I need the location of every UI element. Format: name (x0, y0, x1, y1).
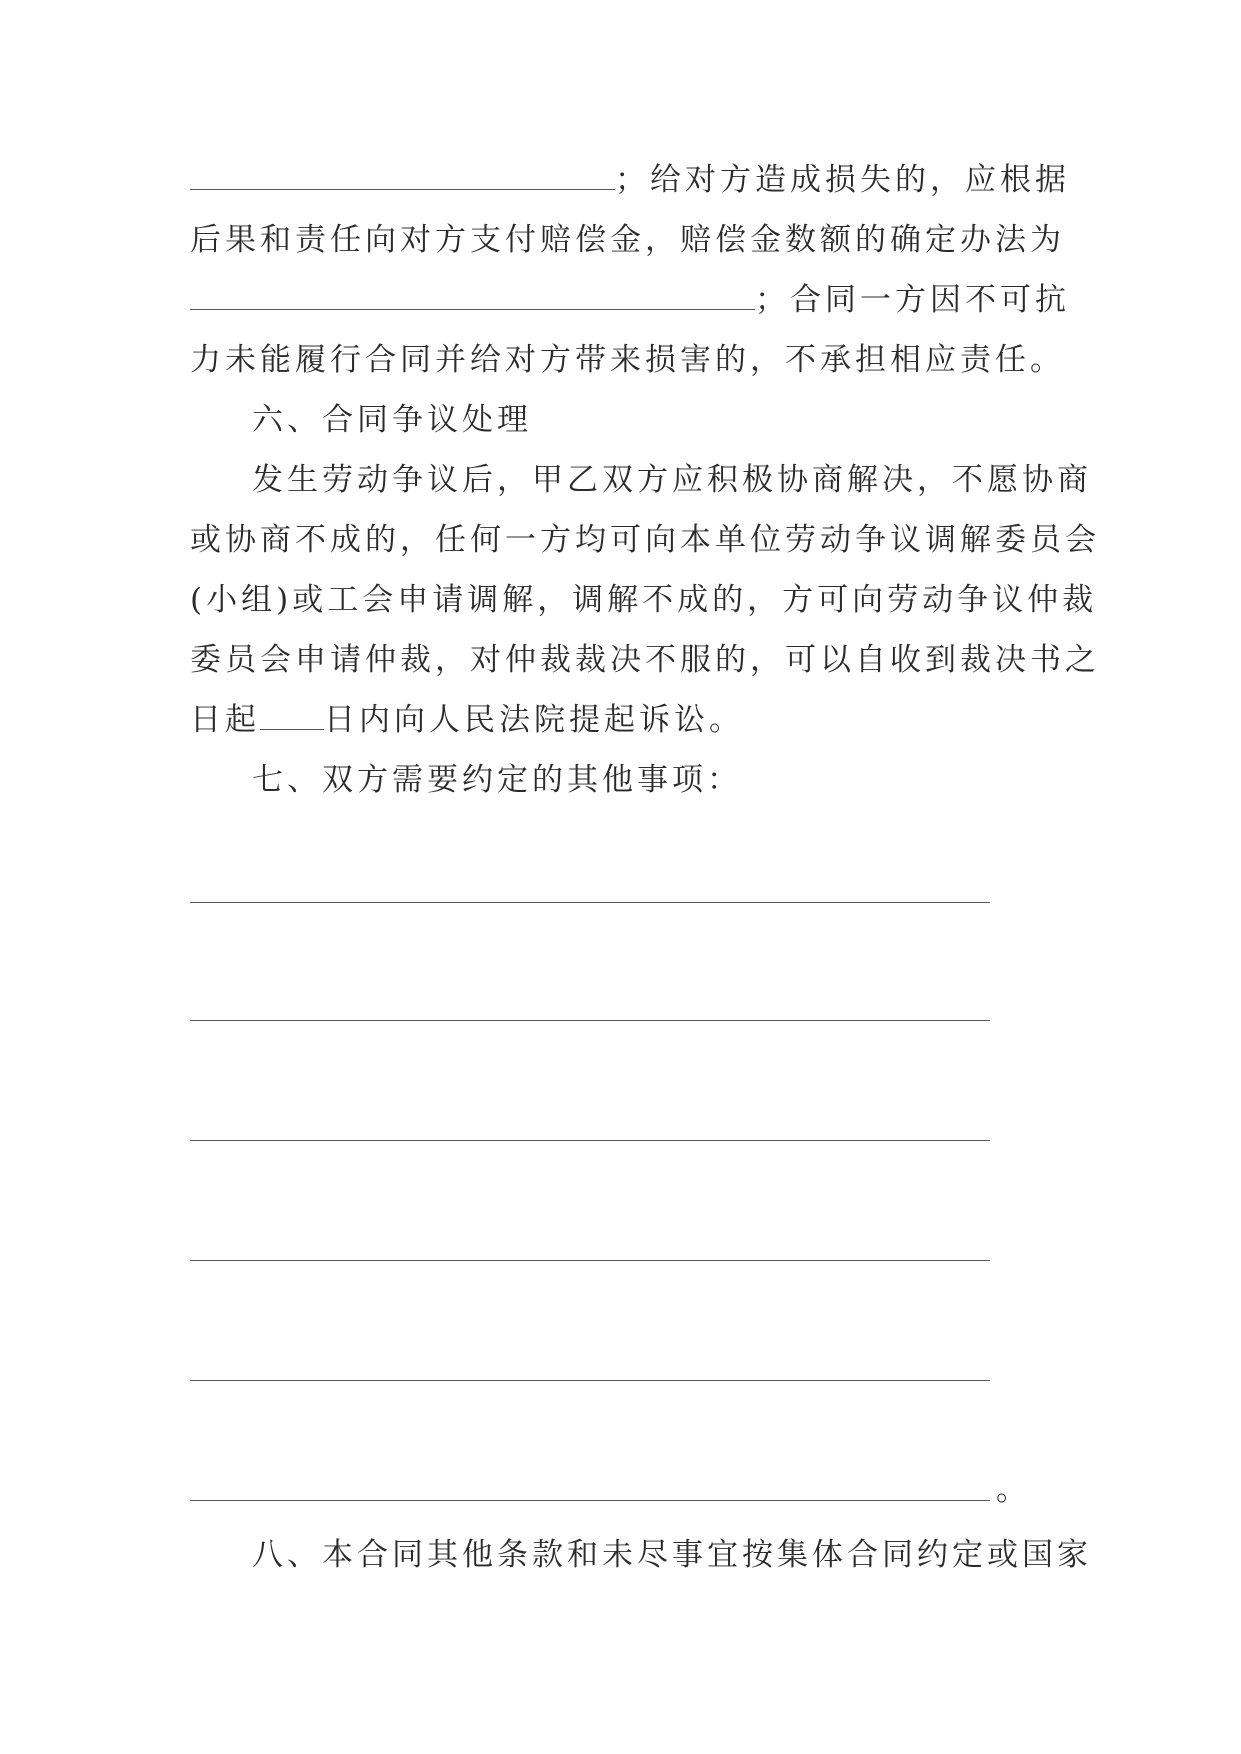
text-line-3 (190, 270, 1070, 330)
section-6-para-line-4 (190, 630, 1100, 690)
text-line-4 (190, 330, 1065, 390)
end-period: 。 (996, 1472, 1027, 1508)
section-6-para-line-5 (190, 690, 1060, 750)
fill-line-2[interactable] (190, 1020, 990, 1021)
section-7-heading-text: 七、双方需要约定的其他事项： (252, 762, 742, 798)
section-7-heading (252, 750, 1122, 810)
section-6-para-line-2 (190, 510, 1100, 570)
blank-field-2[interactable] (190, 271, 755, 310)
text-line-1 (190, 150, 1070, 210)
section-6-para-line-5-after: 日内向人民法院提起诉讼。 (324, 702, 744, 738)
section-6-para-line-2-text: 或协商不成的，任何一方均可向本单位劳动争议调解委员会 (190, 522, 1100, 558)
text-line-3-content: ；合同一方因不可抗 (755, 282, 1070, 318)
fill-line-4[interactable] (190, 1260, 990, 1261)
fill-line-1[interactable] (190, 902, 990, 903)
section-8-line-1 (252, 1525, 1092, 1585)
text-line-2 (190, 210, 1065, 270)
section-8-line-1-text: 八、本合同其他条款和未尽事宜按集体合同约定或国家 (252, 1537, 1092, 1573)
section-6-para-line-3-text: (小组)或工会申请调解，调解不成的，方可向劳动争议仲裁 (190, 582, 1098, 618)
fill-line-6[interactable] (190, 1500, 990, 1501)
section-6-heading-text: 六、合同争议处理 (252, 402, 532, 438)
section-6-para-line-1 (252, 450, 1092, 510)
days-blank-field[interactable] (260, 691, 324, 730)
text-line-1-content: ；给对方造成损失的，应根据 (615, 162, 1070, 198)
section-6-para-line-4-text: 委员会申请仲裁，对仲裁裁决不服的，可以自收到裁决书之 (190, 642, 1100, 678)
section-6-heading (252, 390, 1122, 450)
section-6-para-line-3 (190, 570, 1098, 630)
text-line-2-content: 后果和责任向对方支付赔偿金，赔偿金数额的确定办法为 (190, 222, 1065, 258)
fill-line-3[interactable] (190, 1140, 990, 1141)
section-6-para-line-5-before: 日起 (190, 702, 260, 738)
section-6-para-line-1-text: 发生劳动争议后，甲乙双方应积极协商解决，不愿协商 (252, 462, 1092, 498)
blank-field-1[interactable] (190, 151, 615, 190)
fill-line-5[interactable] (190, 1380, 990, 1381)
text-line-4-content: 力未能履行合同并给对方带来损害的，不承担相应责任。 (190, 342, 1065, 378)
